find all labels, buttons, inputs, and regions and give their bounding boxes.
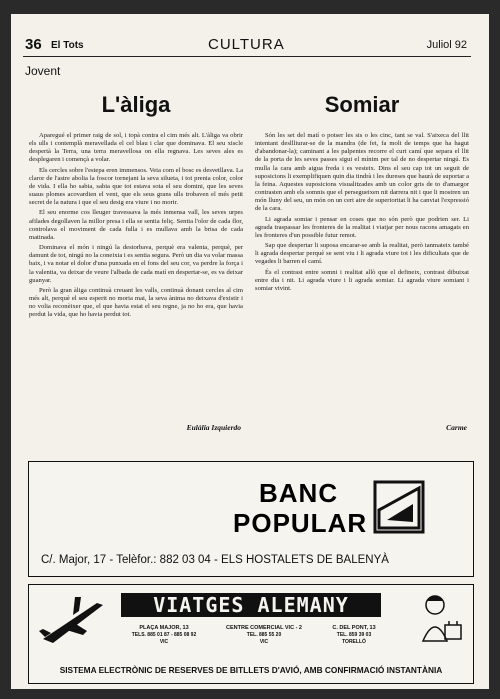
bank-logo-icon (373, 480, 425, 534)
office-phone: TEL. 859 39 03 (336, 632, 372, 638)
traveler-illustration-icon (415, 591, 465, 649)
bank-contact: C/. Major, 17 - Telèfor.: 882 03 04 - ELS HOSTALETS DE BALENYÀ (41, 554, 389, 566)
bank-name-line1: BANC (259, 478, 339, 508)
article-somiar (255, 92, 469, 432)
article-author: Carme (446, 423, 467, 432)
bank-advertisement (28, 461, 474, 577)
office-address (319, 625, 389, 646)
office-phone: TELS. 885 01 87 - 885 08 92 (131, 632, 197, 638)
office-street: CENTRE COMERCIAL VIC - 2 (226, 625, 302, 631)
magazine-page (11, 14, 489, 689)
travel-agency-name: VIATGES ALEMANY (121, 593, 381, 617)
office-street: C. DEL PONT, 13 (332, 625, 376, 631)
office-town: VIC (159, 639, 169, 645)
issue-date: Juliol 92 (426, 39, 467, 51)
paragraph: Sap que despertar li suposa encarar-se amb la realitat, però tanmateix també li agrada despertar perquè se sent viu i li agrada viure tot i les dificultats que de vegades li barren el camí. (255, 242, 469, 266)
article-laliga (29, 92, 243, 432)
paragraph: Dominava el món i ningú la destorbava, perquè era valenta, perquè, per damunt de tot, ningú no la coneixia i es sentia segura. Però un dia va volar massa baix, i va notar el dolor d'una punxada en el fons del seu cor, va perdre la força i la valentia, va deixar de veure l'albada de cada matí en despertar-se, es va deixar guanyar. (29, 244, 243, 284)
paragraph: Aparegué el primer raig de sol, i topà contra el cim més alt. L'àliga va obrir els ulls i contemplà meravellada el cel blau i clar que dominava. El seu xiscle despertà la Terra, una terra meravellosa on ella regnava. Les seves ales es desplegaren i començà a volar. (29, 132, 243, 164)
article-title: Somiar (324, 92, 400, 117)
office-street: PLAÇA MAJOR, 13 (139, 625, 189, 631)
paragraph: És el contrast entre somni i realitat allò que el defineix, contrast dibuixat entre dia i nit. Li agrada viure i li agrada somiar. Li agrada viure somiant i somiar vivint. (255, 268, 469, 292)
publication-name: El Tots (51, 40, 84, 51)
office-town: VIC (259, 639, 269, 645)
paragraph: Són les set del matí o potser les sis o les cinc, tant se val. S'aixeca del llit intentant desllliurar-se de la mandra (de fet, fa molt de temps que ha hagut d'abandonar-la); caminant a les palpentes recorre el curt camí que separa el llit de la porta de les seves passes sigui el mínim per tal de no despertar ningú. Es mulla la cara amb aigua freda i es vesteix. Dins el seu cap tot un seguit de suposicions li exemplifiquen quin dia tindrà i les dureses que haurà de suportar a la feina. Aquestes suposicions visualitzades amb un color gris de to d'amargor contrasten amb els somnis que el persegueixen nit darrera nit i que li mostren un món lluny del seu, un món on un cert aire de superioritat li ha canviat l'expressió de la cara. (255, 132, 469, 213)
travel-advertisement (28, 584, 474, 684)
article-author: Eulàlia Izquierdo (186, 423, 241, 432)
office-town: TORELLÓ (342, 639, 366, 645)
page-header (23, 36, 471, 57)
airplane-icon (37, 591, 107, 649)
travel-footer: SISTEMA ELECTRÒNIC DE RESERVES DE BITLLETS D'AVIÓ, AMB CONFIRMACIÓ INSTANTÀNIA (59, 665, 443, 675)
section-title: CULTURA (208, 36, 285, 53)
bank-name-line2: POPULAR (233, 508, 368, 538)
page-number: 36 (25, 36, 42, 53)
office-address (121, 625, 207, 646)
subsection-label: Jovent (25, 64, 61, 78)
article-title: L'àliga (101, 92, 171, 117)
office-address (219, 625, 309, 646)
paragraph: Els cercles sobre l'estepa eren immensos. Veia com el bosc es desvetllava. La claror de l'astre abolia la foscor tornejant la seva silueta, i tot prenia color, color de vida. I ella ho sabia, sabia que tot estava sota el seu domini, que les seves suaus plomes acovardien el vent, que els seus grans ulls trobaven el més petit secret de la natura i que el seu desig era viure i no morir. (29, 166, 243, 207)
paragraph: El seu enorme cos lleuger travessava la més inmensa vall, les seves urpes afilades degollaven la millor presa i ella se sentia feliç. Sentia l'olor de cada flor, controlava el moviment de cada fulla i es mullava amb la brisa de cada matinada. (29, 209, 243, 241)
office-phone: TEL. 885 55 20 (246, 632, 282, 638)
paragraph: Però la gran àliga continuà creuant les valls, continuà donant cercles al cim més alt, perquè el seu esperit no moria mai, la seva ànima no deixava d'existir i no volia reconèixer que, el que havia estat el seu regne, ja no ho era, que havia perdut la vida, que ho havia perdut tot. (29, 286, 243, 319)
article-body (29, 132, 243, 319)
article-body (255, 132, 469, 293)
paragraph: Li agrada somiar i pensar en coses que no són però que podrien ser. Li agrada traspassar les fronteres de la realitat i viatjar per nous racons amagats en les fronteres d'un possible futur remot. (255, 215, 469, 239)
